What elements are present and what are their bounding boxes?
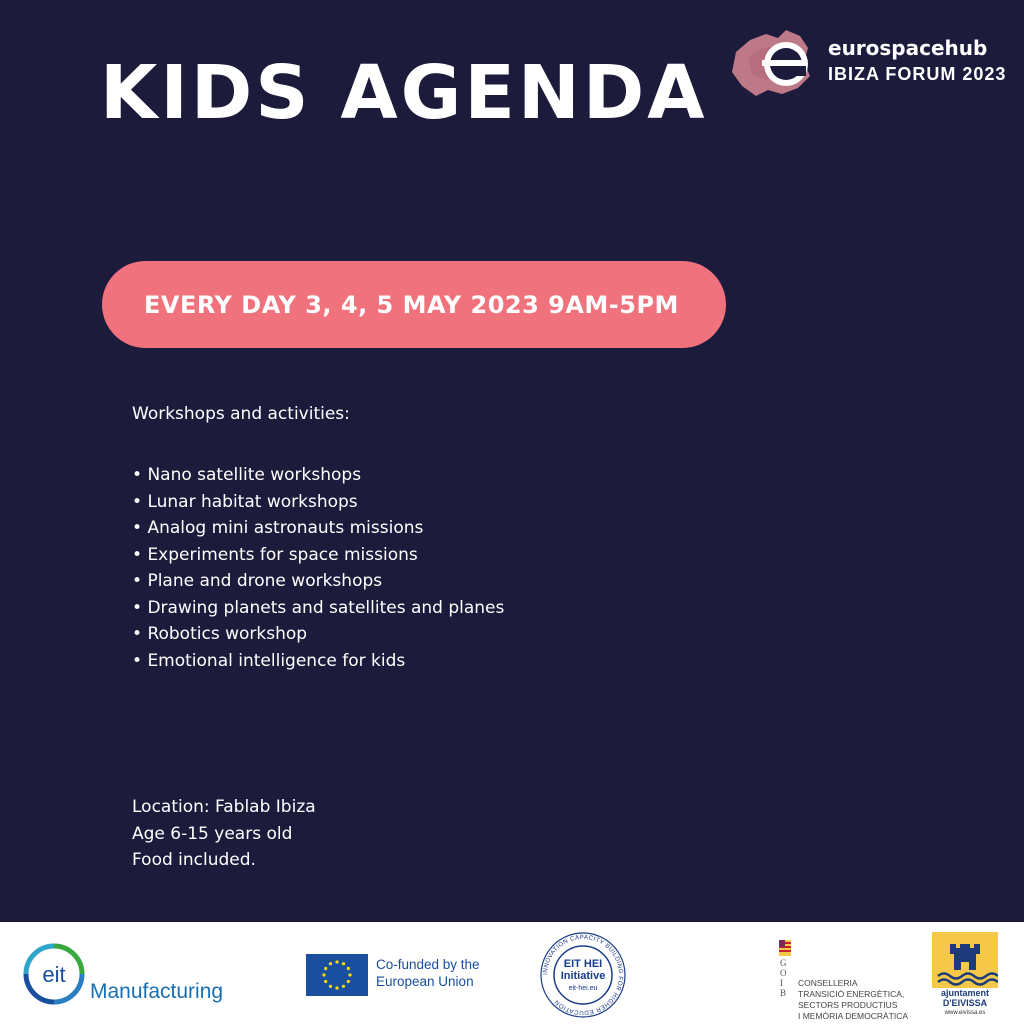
page-title: KIDS AGENDA	[100, 50, 708, 136]
eu-text-line1: Co-funded by the	[376, 957, 480, 972]
list-item: • Nano satellite workshops	[132, 462, 504, 489]
eivissa-line2: D'EIVISSA	[942, 998, 988, 1008]
goib-letter: O	[780, 968, 787, 978]
activities-intro: Workshops and activities:	[132, 404, 350, 424]
goib-line3: SECTORS PRODUCTIUS	[798, 1000, 898, 1010]
food-text: Food included.	[132, 850, 256, 870]
list-item: • Plane and drone workshops	[132, 568, 504, 595]
goib-conselleria-logo	[774, 938, 924, 1021]
goib-line4: I MEMÒRIA DEMOCRÀTICA	[798, 1011, 909, 1021]
eurospacehub-emblem-icon	[728, 18, 820, 102]
eivissa-url: www.eivissa.es	[944, 1010, 986, 1016]
goib-flag-icon	[779, 940, 791, 956]
event-details	[132, 794, 316, 874]
eit-ring-icon	[22, 942, 86, 1006]
eu-flag-icon	[306, 954, 368, 996]
sponsor-footer	[0, 922, 1024, 1024]
svg-text:INNOVATION CAPACITY BUILDING F: INNOVATION CAPACITY BUILDING FOR HIGHER EDUCATION	[541, 933, 625, 1017]
list-item: • Lunar habitat workshops	[132, 489, 504, 516]
eit-hei-badge	[536, 930, 630, 1020]
eit-manufacturing-text: Manufacturing	[90, 980, 224, 1003]
list-item: • Emotional intelligence for kids	[132, 648, 504, 675]
list-item: • Robotics workshop	[132, 621, 504, 648]
eu-cofunded-logo	[306, 954, 506, 996]
eivissa-line1: ajuntament	[940, 988, 989, 998]
goib-letter: B	[780, 988, 787, 998]
schedule-banner	[102, 261, 726, 348]
list-item: • Experiments for space missions	[132, 542, 504, 569]
hei-title: EIT HEI	[563, 958, 603, 970]
goib-line2: TRANSICIÓ ENERGÈTICA,	[798, 989, 905, 999]
brand-subtitle: IBIZA FORUM 2023	[828, 64, 1007, 84]
list-item: • Drawing planets and satellites and planes	[132, 595, 504, 622]
eit-manufacturing-logo	[22, 942, 262, 1002]
eivissa-castle-icon	[932, 932, 998, 988]
goib-letter: G	[780, 958, 787, 968]
schedule-text: EVERY DAY 3, 4, 5 MAY 2023 9AM-5PM	[144, 290, 679, 319]
list-item: • Analog mini astronauts missions	[132, 515, 504, 542]
hei-url: eit-hei.eu	[568, 985, 598, 992]
ajuntament-eivissa-logo	[932, 932, 998, 1020]
goib-line1: CONSELLERIA	[798, 978, 858, 988]
hei-subtitle: Initiative	[560, 970, 606, 982]
eu-text-line2: European Union	[376, 974, 474, 989]
goib-letter: I	[780, 978, 783, 988]
location-text: Location: Fablab Ibiza	[132, 797, 316, 817]
brand-name: eurospacehub	[828, 36, 988, 60]
svg-text:eit: eit	[42, 962, 66, 987]
eurospacehub-logo	[728, 18, 1018, 102]
activities-list	[132, 462, 504, 674]
activities-section	[132, 401, 504, 674]
age-text: Age 6-15 years old	[132, 823, 293, 844]
